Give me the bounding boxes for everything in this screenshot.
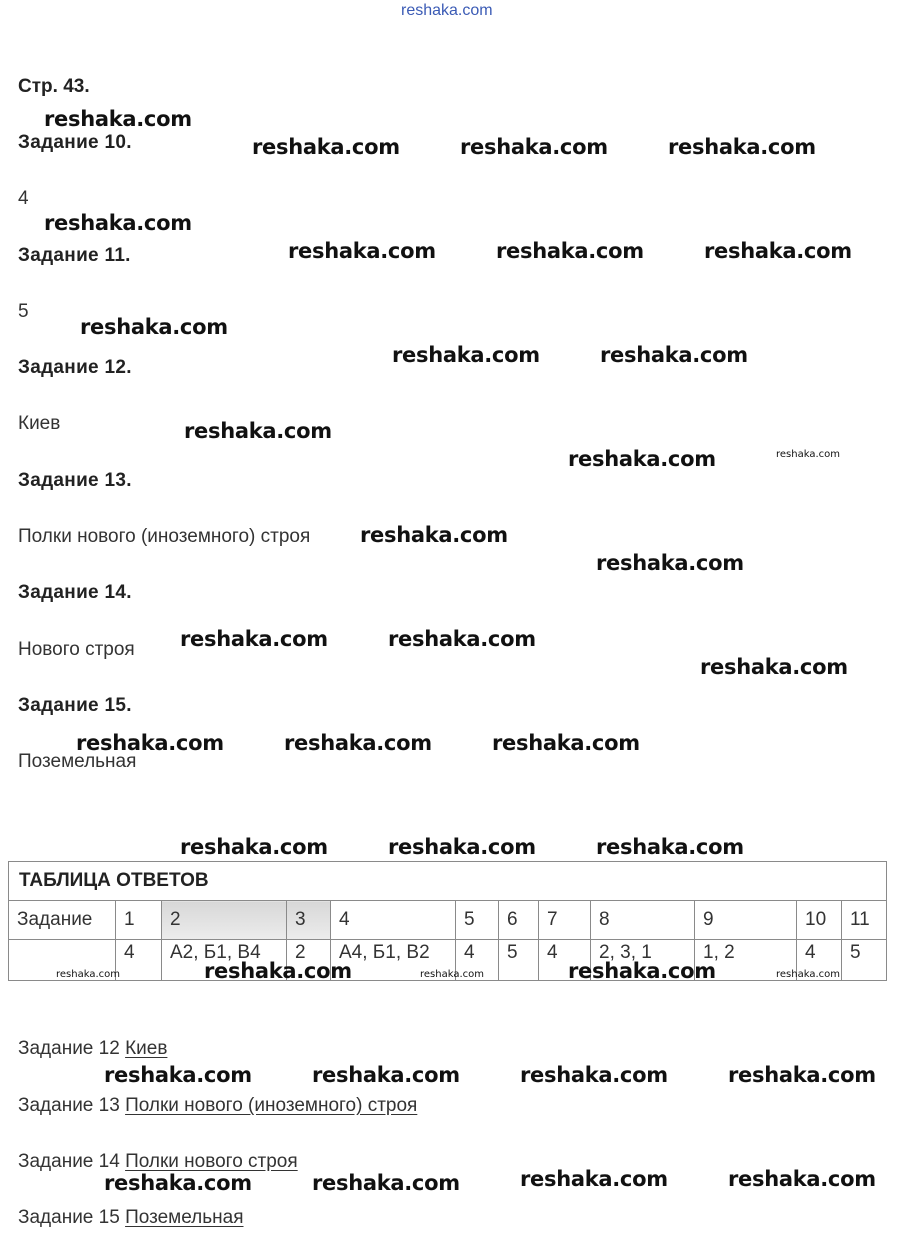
summary-answer: Полки нового строя bbox=[125, 1151, 298, 1172]
watermark: reshaka.com bbox=[312, 1171, 460, 1195]
watermark: reshaka.com bbox=[184, 419, 332, 443]
table-col-header: 7 bbox=[539, 901, 591, 940]
watermark-small: reshaka.com bbox=[776, 969, 840, 980]
watermark: reshaka.com bbox=[728, 1167, 876, 1191]
table-value: 5 bbox=[499, 940, 539, 981]
watermark: reshaka.com bbox=[700, 655, 848, 679]
site-header-link[interactable]: reshaka.com bbox=[401, 2, 493, 19]
table-col-header: 8 bbox=[591, 901, 695, 940]
watermark-small: reshaka.com bbox=[56, 969, 120, 980]
table-value: 4 bbox=[116, 940, 162, 981]
watermark: reshaka.com bbox=[104, 1063, 252, 1087]
summary-task-15 bbox=[18, 1207, 244, 1229]
watermark: reshaka.com bbox=[520, 1167, 668, 1191]
watermark: reshaka.com bbox=[392, 343, 540, 367]
watermark-small: reshaka.com bbox=[776, 449, 840, 460]
watermark: reshaka.com bbox=[76, 731, 224, 755]
summary-task-14 bbox=[18, 1151, 298, 1173]
table-value: 1, 2 bbox=[695, 940, 797, 981]
task-12-title: Задание 12. bbox=[18, 357, 132, 378]
watermark: reshaka.com bbox=[204, 959, 352, 983]
table-col-header: 1 bbox=[116, 901, 162, 940]
watermark: reshaka.com bbox=[600, 343, 748, 367]
table-title: ТАБЛИЦА ОТВЕТОВ bbox=[9, 862, 887, 901]
watermark: reshaka.com bbox=[496, 239, 644, 263]
watermark: reshaka.com bbox=[360, 523, 508, 547]
task-11-title: Задание 11. bbox=[18, 245, 131, 266]
summary-label: Задание 15 bbox=[18, 1207, 120, 1228]
watermark: reshaka.com bbox=[312, 1063, 460, 1087]
watermark: reshaka.com bbox=[80, 315, 228, 339]
summary-task-12 bbox=[18, 1038, 167, 1060]
summary-label: Задание 13 bbox=[18, 1095, 120, 1116]
page-label: Стр. 43. bbox=[18, 76, 90, 97]
watermark: reshaka.com bbox=[180, 835, 328, 859]
watermark: reshaka.com bbox=[288, 239, 436, 263]
watermark: reshaka.com bbox=[668, 135, 816, 159]
table-value: 2, 3, 1 bbox=[591, 940, 695, 981]
watermark: reshaka.com bbox=[460, 135, 608, 159]
summary-task-13 bbox=[18, 1095, 417, 1117]
table-value: 4 bbox=[797, 940, 842, 981]
task-10-answer: 4 bbox=[18, 188, 29, 209]
watermark: reshaka.com bbox=[104, 1171, 252, 1195]
task-10-title: Задание 10. bbox=[18, 132, 132, 153]
watermark: reshaka.com bbox=[180, 627, 328, 651]
summary-answer: Киев bbox=[125, 1038, 168, 1059]
table-col-header: 3 bbox=[287, 901, 331, 940]
table-value: А4, Б1, В2 bbox=[331, 940, 456, 981]
table-col-header: 2 bbox=[162, 901, 287, 940]
watermark: reshaka.com bbox=[728, 1063, 876, 1087]
watermark: reshaka.com bbox=[44, 107, 192, 131]
watermark: reshaka.com bbox=[44, 211, 192, 235]
watermark: reshaka.com bbox=[520, 1063, 668, 1087]
watermark: reshaka.com bbox=[568, 959, 716, 983]
watermark: reshaka.com bbox=[284, 731, 432, 755]
watermark: reshaka.com bbox=[596, 835, 744, 859]
watermark: reshaka.com bbox=[596, 551, 744, 575]
table-col-header: 5 bbox=[456, 901, 499, 940]
table-col-header: 4 bbox=[331, 901, 456, 940]
watermark-small: reshaka.com bbox=[420, 969, 484, 980]
watermark: reshaka.com bbox=[388, 627, 536, 651]
table-value: 5 bbox=[842, 940, 887, 981]
table-col-header: 10 bbox=[797, 901, 842, 940]
task-13-title: Задание 13. bbox=[18, 470, 132, 491]
task-14-title: Задание 14. bbox=[18, 582, 132, 603]
task-15-answer: Поземельная bbox=[18, 751, 137, 772]
answer-table bbox=[8, 861, 887, 981]
table-value: 2 bbox=[287, 940, 331, 981]
task-14-answer: Нового строя bbox=[18, 639, 135, 660]
table-col-header: 11 bbox=[842, 901, 887, 940]
watermark: reshaka.com bbox=[492, 731, 640, 755]
table-value: 4 bbox=[539, 940, 591, 981]
table-value: 4 bbox=[456, 940, 499, 981]
table-row-label: Задание bbox=[9, 901, 116, 940]
task-13-answer: Полки нового (иноземного) строя bbox=[18, 526, 311, 547]
task-11-answer: 5 bbox=[18, 301, 29, 322]
watermark: reshaka.com bbox=[388, 835, 536, 859]
table-col-header: 9 bbox=[695, 901, 797, 940]
watermark: reshaka.com bbox=[704, 239, 852, 263]
table-col-header: 6 bbox=[499, 901, 539, 940]
watermark: reshaka.com bbox=[252, 135, 400, 159]
task-15-title: Задание 15. bbox=[18, 695, 132, 716]
summary-answer: Поземельная bbox=[125, 1207, 244, 1228]
summary-label: Задание 12 bbox=[18, 1038, 120, 1059]
watermark: reshaka.com bbox=[568, 447, 716, 471]
summary-answer: Полки нового (иноземного) строя bbox=[125, 1095, 418, 1116]
task-12-answer: Киев bbox=[18, 413, 61, 434]
summary-label: Задание 14 bbox=[18, 1151, 120, 1172]
table-value: А2, Б1, В4 bbox=[162, 940, 287, 981]
